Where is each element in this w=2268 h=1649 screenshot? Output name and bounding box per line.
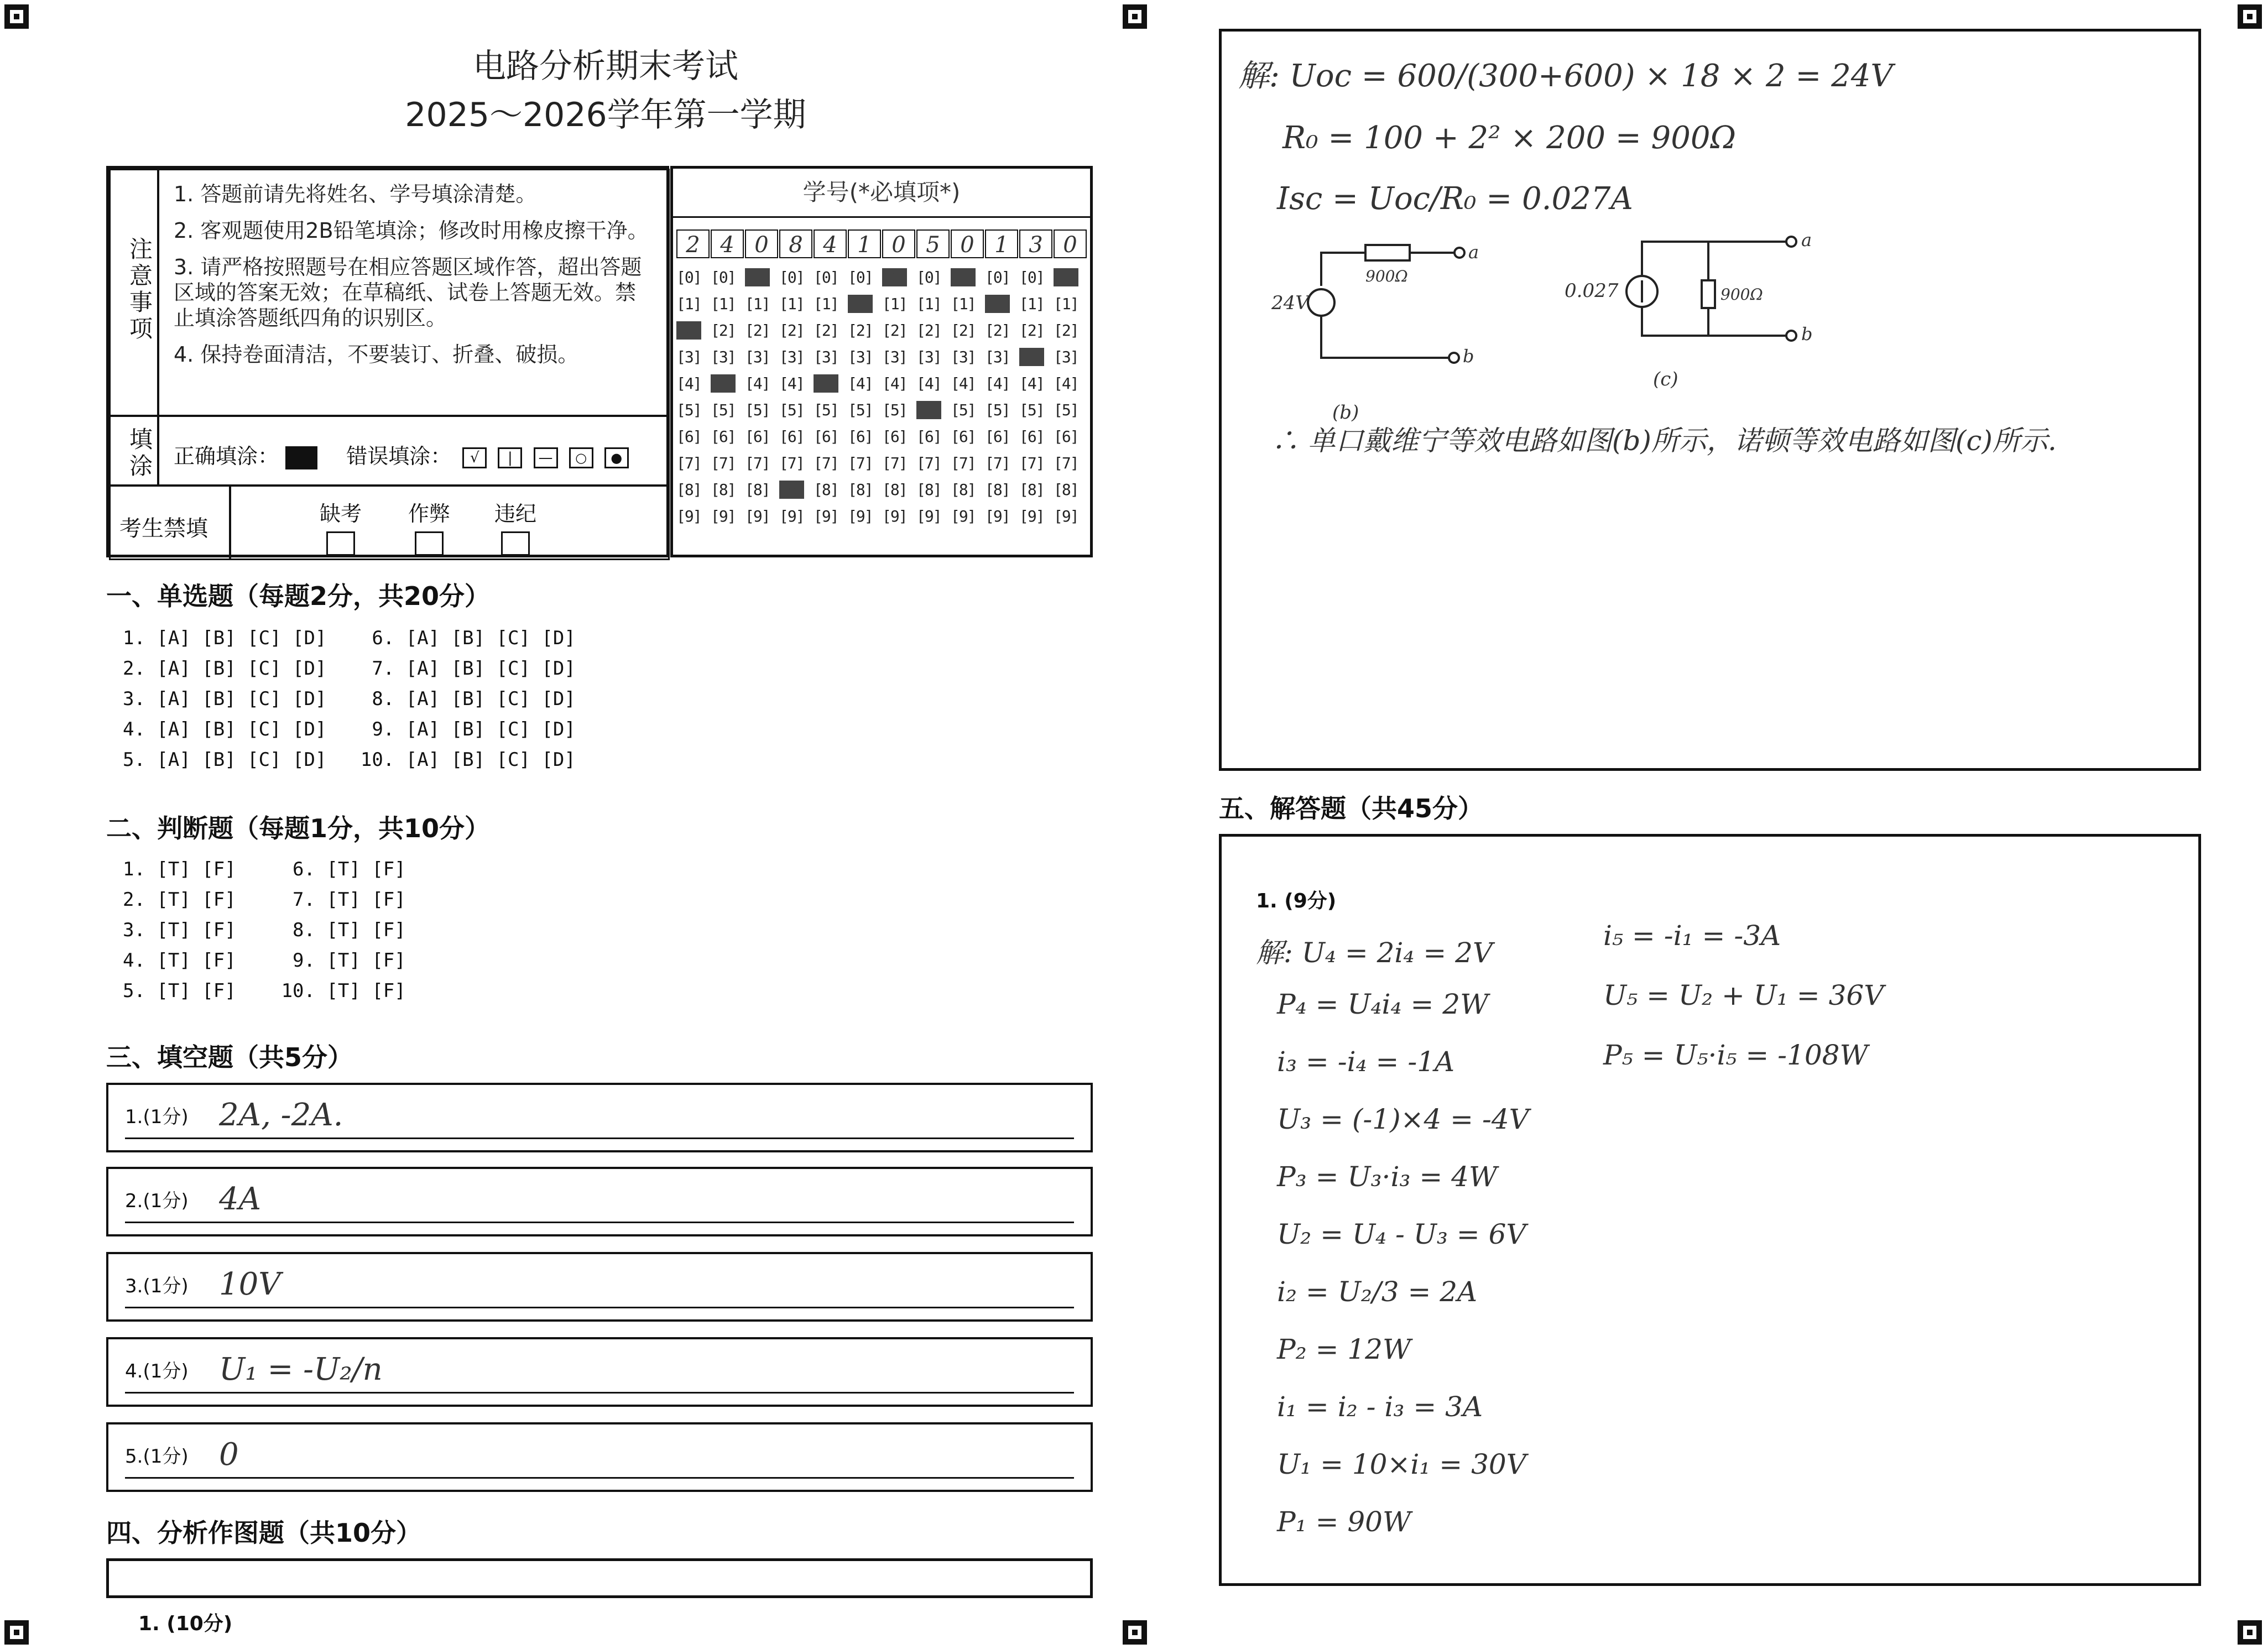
- student-id-grid: [670, 166, 1093, 557]
- student-id-bubble[interactable]: [2]: [779, 321, 804, 340]
- part5-solution-line: P₅ = U₅·i₅ = -108W: [1603, 1039, 1868, 1071]
- notice-block: [106, 166, 669, 557]
- student-id-bubble[interactable]: [7]: [916, 454, 941, 472]
- student-id-bubble[interactable]: [5]: [848, 401, 873, 419]
- fill-blank-answer[interactable]: 2A, -2A.: [219, 1097, 343, 1133]
- student-id-bubble[interactable]: [1]: [916, 295, 941, 313]
- student-id-bubble[interactable]: [7]: [882, 454, 907, 472]
- student-id-bubble[interactable]: [1]: [711, 295, 736, 313]
- option-row[interactable]: 1. [A] [B] [C] [D] 6. [A] [B] [C] [D]: [123, 627, 576, 649]
- student-id-bubble-filled[interactable]: [0]: [882, 268, 907, 286]
- circuit-c-caption: (c): [1653, 368, 1678, 390]
- student-id-bubble[interactable]: [4]: [848, 374, 873, 393]
- part5-solution-line: 解: U₄ = 2i₄ = 2V: [1256, 937, 1493, 969]
- student-id-bubble[interactable]: [9]: [676, 507, 701, 525]
- student-id-bubble[interactable]: [6]: [711, 427, 736, 446]
- fill-blank-answer[interactable]: 10V: [219, 1266, 281, 1302]
- student-id-bubble[interactable]: [6]: [985, 427, 1010, 446]
- student-id-bubble-filled[interactable]: [0]: [951, 268, 976, 286]
- circuit-b-source-label: 24V: [1271, 292, 1309, 314]
- student-id-bubble[interactable]: [0]: [814, 268, 838, 286]
- student-id-bubble[interactable]: [6]: [745, 427, 770, 446]
- student-id-bubble[interactable]: [5]: [814, 401, 838, 419]
- student-id-bubble[interactable]: [8]: [882, 481, 907, 499]
- wrong-mark: √: [462, 447, 487, 468]
- fill-label-cell: [109, 415, 159, 486]
- student-id-bubble[interactable]: [0]: [1019, 268, 1044, 286]
- corner-marker-bottom-center: [1123, 1620, 1147, 1645]
- student-id-bubble[interactable]: [2]: [711, 321, 736, 340]
- student-id-bubble-filled[interactable]: [1]: [848, 295, 873, 313]
- student-id-bubble[interactable]: [8]: [745, 481, 770, 499]
- student-id-bubble[interactable]: [9]: [1054, 507, 1078, 525]
- option-row[interactable]: 2. [A] [B] [C] [D] 7. [A] [B] [C] [D]: [123, 657, 576, 680]
- part5-solution-line: i₃ = -i₄ = -1A: [1277, 1046, 1455, 1078]
- correct-fill-sample: [285, 446, 317, 469]
- forbidden-options-cell: [230, 485, 670, 560]
- circuit-b-caption: (b): [1332, 401, 1359, 424]
- notice-line: 1. 答题前请先将姓名、学号填涂清楚。: [174, 182, 537, 206]
- student-id-bubble[interactable]: [9]: [916, 507, 941, 525]
- part5-solution-line: i₅ = -i₁ = -3A: [1603, 920, 1781, 952]
- fill-example-cell: [158, 415, 670, 486]
- circuit-c: [1565, 220, 1852, 419]
- student-id-bubble[interactable]: [6]: [882, 427, 907, 446]
- student-id-bubble[interactable]: [5]: [882, 401, 907, 419]
- student-id-bubble[interactable]: [3]: [951, 348, 976, 366]
- option-row[interactable]: 3. [A] [B] [C] [D] 8. [A] [B] [C] [D]: [123, 688, 576, 710]
- student-id-bubble[interactable]: [5]: [745, 401, 770, 419]
- student-id-bubble[interactable]: [5]: [1019, 401, 1044, 419]
- student-id-digit: 0: [1054, 229, 1087, 258]
- circuit-b: [1271, 231, 1504, 430]
- forbidden-cheat-checkbox[interactable]: [415, 531, 444, 556]
- student-id-digit: 0: [951, 229, 984, 258]
- forbidden-cheat-label: 作弊: [408, 502, 451, 526]
- student-id-bubble-filled[interactable]: [3]: [1019, 348, 1044, 366]
- student-id-digit: 3: [1019, 229, 1052, 258]
- student-id-bubble[interactable]: [1]: [1054, 295, 1078, 313]
- part5-solution-line: U₅ = U₂ + U₁ = 36V: [1603, 979, 1884, 1011]
- notice-text-cell: [158, 169, 670, 416]
- part4-solution-line: 解: Uoc = 600/(300+600) × 18 × 2 = 24V: [1238, 58, 1893, 94]
- notice-line: 3. 请严格按照题号在相应答题区域作答，超出答题区域的答案无效；在草稿纸、试卷上答题无效。禁止填涂答题纸四角的识别区。: [174, 255, 642, 330]
- student-id-bubble[interactable]: [8]: [985, 481, 1010, 499]
- forbidden-label-cell: [109, 485, 231, 560]
- wrong-mark: —: [534, 447, 558, 468]
- student-id-bubble[interactable]: [7]: [848, 454, 873, 472]
- circuit-b-b-label: b: [1463, 346, 1474, 367]
- student-id-bubble[interactable]: [3]: [676, 348, 701, 366]
- student-id-bubble[interactable]: [3]: [848, 348, 873, 366]
- student-id-bubble[interactable]: [9]: [779, 507, 804, 525]
- student-id-bubble[interactable]: [7]: [985, 454, 1010, 472]
- part5-question-label: 1. (9分): [1256, 890, 1337, 912]
- student-id-bubble[interactable]: [9]: [985, 507, 1010, 525]
- option-row[interactable]: 5. [A] [B] [C] [D] 10. [A] [B] [C] [D]: [123, 749, 576, 771]
- student-id-bubble-filled[interactable]: [4]: [814, 374, 838, 393]
- student-id-bubble-filled[interactable]: [5]: [916, 401, 941, 419]
- student-id-bubble[interactable]: [2]: [1054, 321, 1078, 340]
- fill-blank-label: 5.(1分): [125, 1446, 189, 1468]
- student-id-digit: 4: [711, 229, 744, 258]
- part5-solution-line: U₂ = U₄ - U₃ = 6V: [1277, 1218, 1526, 1250]
- student-id-bubble[interactable]: [8]: [1019, 481, 1044, 499]
- student-id-bubble-filled[interactable]: [4]: [711, 374, 736, 393]
- corner-marker-top-left: [4, 4, 29, 29]
- student-id-bubble[interactable]: [9]: [1019, 507, 1044, 525]
- student-id-bubble[interactable]: [6]: [916, 427, 941, 446]
- fill-blank-label: 1.(1分): [125, 1106, 189, 1128]
- student-id-bubble[interactable]: [4]: [916, 374, 941, 393]
- student-id-bubble[interactable]: [8]: [916, 481, 941, 499]
- part4-question-label: 1. (10分): [138, 1613, 233, 1635]
- part4-solution-line: ∴ 单口戴维宁等效电路如图(b)所示，诺顿等效电路如图(c)所示.: [1271, 425, 2057, 457]
- wrong-fill-label: 错误填涂：: [346, 444, 452, 468]
- student-id-bubble[interactable]: [6]: [1054, 427, 1078, 446]
- circuit-b-terminal-b: [1449, 353, 1459, 363]
- student-id-digit: 5: [916, 229, 950, 258]
- student-id-bubble[interactable]: [8]: [676, 481, 701, 499]
- student-id-bubble[interactable]: [7]: [951, 454, 976, 472]
- circuit-c-source-label: 0.027: [1565, 280, 1619, 302]
- wrong-mark: ●: [604, 447, 629, 468]
- student-id-bubble[interactable]: [9]: [711, 507, 736, 525]
- part5-solution-line: P₂ = 12W: [1277, 1333, 1411, 1365]
- circuit-c-resistor: [1702, 280, 1715, 308]
- student-id-bubble[interactable]: [2]: [882, 321, 907, 340]
- student-id-bubble[interactable]: [1]: [676, 295, 701, 313]
- circuit-c-wire-bottom: [1642, 307, 1786, 336]
- notice-line: 2. 客观题使用2B铅笔填涂；修改时用橡皮擦干净。: [174, 218, 649, 243]
- student-id-digit: 1: [985, 229, 1018, 258]
- student-id-bubble[interactable]: [2]: [745, 321, 770, 340]
- fill-blank-label: 3.(1分): [125, 1275, 189, 1297]
- student-id-bubble[interactable]: [3]: [779, 348, 804, 366]
- student-id-bubble[interactable]: [7]: [711, 454, 736, 472]
- notice-line: 4. 保持卷面清洁，不要装订、折叠、破损。: [174, 342, 579, 367]
- option-row[interactable]: 3. [T] [F] 8. [T] [F]: [123, 919, 406, 941]
- student-id-bubble[interactable]: [6]: [814, 427, 838, 446]
- student-id-bubble[interactable]: [4]: [1019, 374, 1044, 393]
- part5-answer-box: [1219, 834, 2201, 1586]
- circuit-c-terminal-a: [1786, 237, 1796, 247]
- student-id-bubble[interactable]: [6]: [951, 427, 976, 446]
- student-id-bubble[interactable]: [0]: [916, 268, 941, 286]
- fill-blank-label: 4.(1分): [125, 1360, 189, 1382]
- circuit-c-wire-top: [1642, 242, 1786, 275]
- part4-answer-box-top: [106, 1558, 1093, 1598]
- student-id-bubble[interactable]: [0]: [779, 268, 804, 286]
- corner-marker-bottom-left: [4, 1620, 29, 1645]
- notice-label-cell: [109, 169, 159, 416]
- circuit-c-terminal-b: [1786, 331, 1796, 341]
- student-id-header: 学号(*必填项*): [673, 174, 1090, 218]
- correct-fill-label: 正确填涂：: [174, 444, 279, 468]
- student-id-bubble[interactable]: [7]: [1019, 454, 1044, 472]
- option-row[interactable]: 4. [T] [F] 9. [T] [F]: [123, 949, 406, 972]
- circuit-c-b-label: b: [1801, 323, 1813, 345]
- student-id-digit: 0: [745, 229, 778, 258]
- part4-answer-box: [1219, 29, 2201, 771]
- part5-solution-line: P₄ = U₄i₄ = 2W: [1277, 988, 1489, 1020]
- student-id-bubble[interactable]: [2]: [814, 321, 838, 340]
- wrong-mark: ○: [569, 447, 593, 468]
- student-id-bubble[interactable]: [3]: [711, 348, 736, 366]
- student-id-bubble[interactable]: [7]: [676, 454, 701, 472]
- student-id-bubble[interactable]: [9]: [951, 507, 976, 525]
- option-row[interactable]: 5. [T] [F] 10. [T] [F]: [123, 980, 406, 1002]
- student-id-bubble[interactable]: [3]: [814, 348, 838, 366]
- corner-marker-top-center: [1123, 4, 1147, 29]
- student-id-bubble[interactable]: [4]: [676, 374, 701, 393]
- circuit-b-wire-bottom: [1321, 316, 1448, 358]
- student-id-bubble[interactable]: [2]: [916, 321, 941, 340]
- circuit-b-source: [1308, 289, 1334, 316]
- notice-label: 注意事项: [126, 237, 153, 343]
- fill-blank-4: [106, 1337, 1093, 1407]
- exam-title: 电路分析期末考试: [473, 47, 738, 86]
- fill-blank-3: [106, 1252, 1093, 1322]
- part1-heading: 一、单选题（每题2分，共20分）: [106, 581, 491, 611]
- student-id-bubble[interactable]: [1]: [745, 295, 770, 313]
- circuit-b-terminal-a: [1454, 248, 1464, 258]
- student-id-bubble[interactable]: [3]: [916, 348, 941, 366]
- student-id-bubble[interactable]: [8]: [951, 481, 976, 499]
- student-id-digit: 1: [848, 229, 881, 258]
- student-id-bubble[interactable]: [0]: [676, 268, 701, 286]
- student-id-bubble[interactable]: [6]: [676, 427, 701, 446]
- student-id-bubble[interactable]: [0]: [985, 268, 1010, 286]
- student-id-bubble[interactable]: [6]: [1019, 427, 1044, 446]
- option-row[interactable]: 4. [A] [B] [C] [D] 9. [A] [B] [C] [D]: [123, 718, 576, 740]
- corner-marker-bottom-right: [2238, 1620, 2262, 1645]
- part2-heading: 二、判断题（每题1分，共10分）: [106, 813, 491, 843]
- fill-blank-label: 2.(1分): [125, 1190, 189, 1212]
- student-id-bubble-filled[interactable]: [8]: [779, 481, 804, 499]
- circuit-c-a-label: a: [1801, 229, 1812, 251]
- student-id-bubble[interactable]: [5]: [676, 401, 701, 419]
- student-id-bubble[interactable]: [7]: [779, 454, 804, 472]
- circuit-b-wire-top: [1321, 253, 1365, 286]
- student-id-bubble[interactable]: [8]: [1054, 481, 1078, 499]
- student-id-bubble[interactable]: [5]: [985, 401, 1010, 419]
- student-id-bubble[interactable]: [2]: [1019, 321, 1044, 340]
- student-id-bubble[interactable]: [1]: [951, 295, 976, 313]
- student-id-bubble[interactable]: [2]: [951, 321, 976, 340]
- forbidden-absent-checkbox[interactable]: [326, 531, 355, 556]
- part5-heading: 五、解答题（共45分）: [1219, 794, 1484, 823]
- wrong-mark: |: [498, 447, 522, 468]
- student-id-bubble[interactable]: [8]: [711, 481, 736, 499]
- option-row[interactable]: 2. [T] [F] 7. [T] [F]: [123, 889, 406, 911]
- student-id-bubble[interactable]: [4]: [951, 374, 976, 393]
- student-id-bubble[interactable]: [3]: [985, 348, 1010, 366]
- forbidden-absent-label: 缺考: [320, 502, 362, 526]
- part4-heading: 四、分析作图题（共10分）: [106, 1518, 422, 1548]
- student-id-bubble[interactable]: [9]: [745, 507, 770, 525]
- student-id-bubble[interactable]: [9]: [882, 507, 907, 525]
- student-id-bubble-filled[interactable]: [0]: [1054, 268, 1078, 286]
- student-id-bubble[interactable]: [4]: [985, 374, 1010, 393]
- fill-blank-2: [106, 1167, 1093, 1236]
- fill-blank-answer[interactable]: 0: [219, 1437, 239, 1473]
- fill-blank-5: [106, 1422, 1093, 1492]
- student-id-digit: 8: [779, 229, 812, 258]
- student-id-digit: 0: [882, 229, 915, 258]
- part5-solution-line: U₁ = 10×i₁ = 30V: [1277, 1448, 1526, 1480]
- fill-blank-1: [106, 1083, 1093, 1152]
- circuit-b-resistor: [1365, 245, 1410, 260]
- student-id-bubble[interactable]: [4]: [882, 374, 907, 393]
- student-id-bubble[interactable]: [5]: [951, 401, 976, 419]
- circuit-c-res-label: 900Ω: [1720, 285, 1763, 304]
- student-id-bubble[interactable]: [4]: [745, 374, 770, 393]
- student-id-bubble[interactable]: [1]: [882, 295, 907, 313]
- student-id-bubble[interactable]: [3]: [882, 348, 907, 366]
- student-id-bubble[interactable]: [5]: [711, 401, 736, 419]
- student-id-bubble[interactable]: [3]: [1054, 348, 1078, 366]
- forbidden-violation-checkbox[interactable]: [501, 531, 530, 556]
- part3-heading: 三、填空题（共5分）: [106, 1042, 353, 1072]
- student-id-bubble-filled[interactable]: [2]: [676, 321, 701, 340]
- fill-blank-answer[interactable]: U₁ = -U₂/n: [219, 1351, 383, 1387]
- student-id-bubble[interactable]: [2]: [848, 321, 873, 340]
- student-id-digit: 4: [814, 229, 847, 258]
- part5-solution-line: U₃ = (-1)×4 = -4V: [1277, 1103, 1529, 1135]
- part5-solution-line: P₃ = U₃·i₃ = 4W: [1277, 1161, 1498, 1193]
- exam-subtitle: 2025～2026学年第一学期: [405, 96, 806, 134]
- student-id-bubble[interactable]: [1]: [814, 295, 838, 313]
- fill-blank-answer[interactable]: 4A: [219, 1181, 262, 1217]
- option-row[interactable]: 1. [T] [F] 6. [T] [F]: [123, 858, 406, 880]
- circuit-b-res-label: 900Ω: [1365, 267, 1408, 285]
- student-id-bubble[interactable]: [8]: [848, 481, 873, 499]
- part5-solution-line: i₁ = i₂ - i₃ = 3A: [1277, 1391, 1483, 1423]
- part5-solution-line: P₁ = 90W: [1277, 1506, 1411, 1538]
- student-id-bubble[interactable]: [7]: [814, 454, 838, 472]
- student-id-bubble[interactable]: [0]: [848, 268, 873, 286]
- student-id-bubble[interactable]: [4]: [779, 374, 804, 393]
- student-id-bubble-filled[interactable]: [1]: [985, 295, 1010, 313]
- forbidden-label: 考生禁填: [119, 516, 208, 541]
- student-id-digit: 2: [676, 229, 710, 258]
- corner-marker-top-right: [2238, 4, 2262, 29]
- student-id-bubble[interactable]: [9]: [814, 507, 838, 525]
- student-id-bubble[interactable]: [0]: [711, 268, 736, 286]
- student-id-bubble-filled[interactable]: [0]: [745, 268, 770, 286]
- part4-solution-line: Isc = Uoc/R₀ = 0.027A: [1277, 181, 1633, 217]
- student-id-bubble[interactable]: [5]: [779, 401, 804, 419]
- student-id-bubble[interactable]: [3]: [745, 348, 770, 366]
- student-id-bubble[interactable]: [7]: [1054, 454, 1078, 472]
- student-id-bubble[interactable]: [2]: [985, 321, 1010, 340]
- student-id-bubble[interactable]: [8]: [814, 481, 838, 499]
- student-id-bubble[interactable]: [1]: [1019, 295, 1044, 313]
- fill-label: 填涂: [126, 427, 153, 480]
- student-id-bubble[interactable]: [6]: [848, 427, 873, 446]
- student-id-bubble[interactable]: [1]: [779, 295, 804, 313]
- student-id-bubble[interactable]: [4]: [1054, 374, 1078, 393]
- part5-solution-line: i₂ = U₂/3 = 2A: [1277, 1276, 1478, 1308]
- student-id-bubble[interactable]: [5]: [1054, 401, 1078, 419]
- student-id-bubble[interactable]: [9]: [848, 507, 873, 525]
- student-id-bubble[interactable]: [6]: [779, 427, 804, 446]
- circuit-b-a-label: a: [1468, 242, 1479, 263]
- student-id-bubble[interactable]: [7]: [745, 454, 770, 472]
- part4-solution-line: R₀ = 100 + 2² × 200 = 900Ω: [1282, 120, 1736, 156]
- forbidden-violation-label: 违纪: [494, 502, 537, 526]
